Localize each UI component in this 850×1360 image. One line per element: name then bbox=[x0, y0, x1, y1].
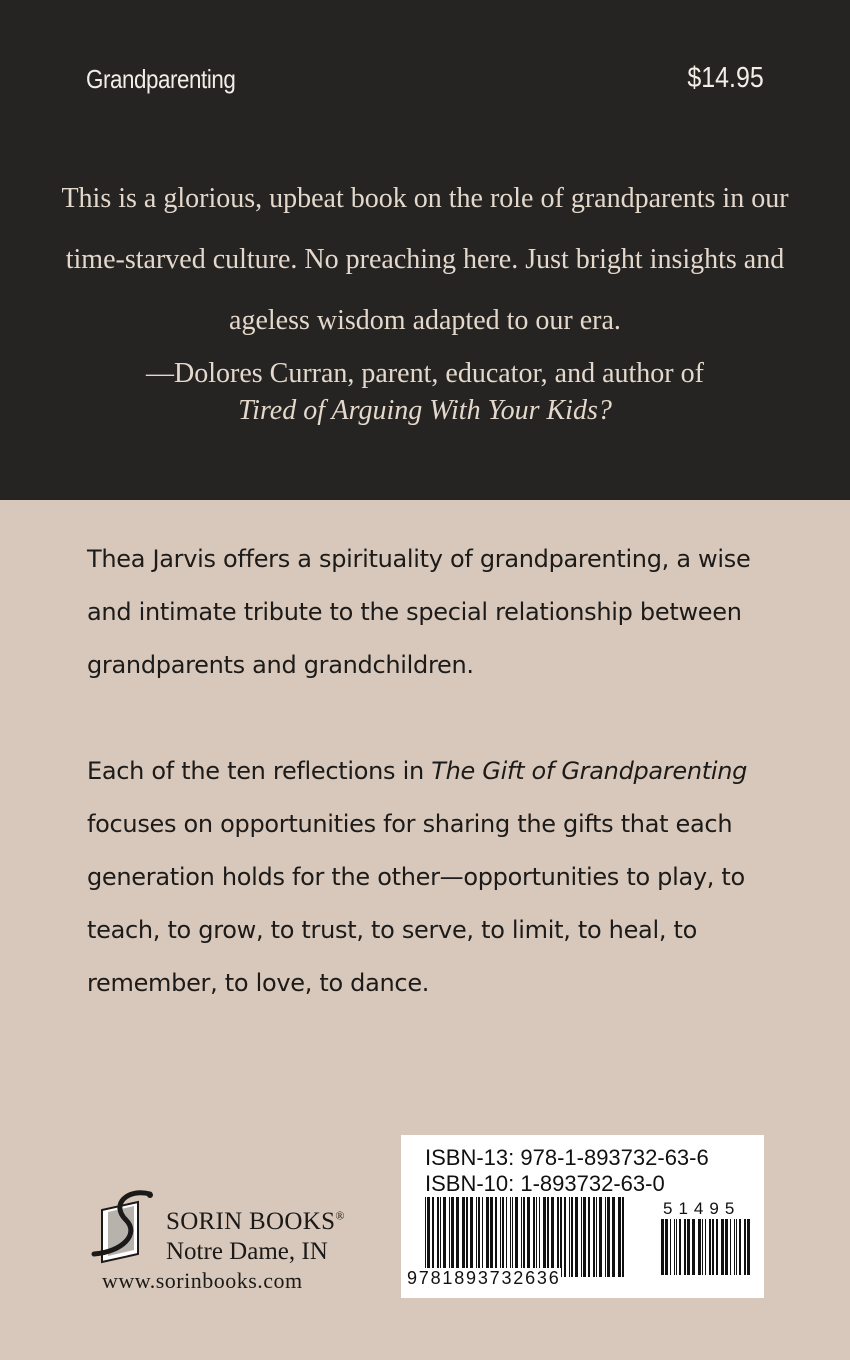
publisher-name-text: SORIN BOOKS bbox=[166, 1208, 336, 1235]
barcode-bar bbox=[674, 1219, 675, 1275]
barcode-bar bbox=[739, 1219, 741, 1275]
barcode-bar bbox=[725, 1219, 728, 1275]
paragraph-2-rest: focuses on opportunities for sharing the gifts that each generation holds for the other—opportunities to play, to teach, to grow, to trust, to serve, to limit, to heal, to remember, to love, to dance. bbox=[87, 810, 745, 997]
barcode-bar bbox=[536, 1197, 537, 1277]
barcode-bar bbox=[466, 1197, 468, 1277]
barcode-bar bbox=[588, 1197, 590, 1277]
barcode-bar bbox=[618, 1197, 621, 1277]
barcode-bar bbox=[709, 1219, 711, 1275]
barcode-bar bbox=[443, 1197, 446, 1277]
barcode-bar bbox=[470, 1197, 473, 1277]
barcode-bar bbox=[670, 1219, 671, 1275]
ean-digits: 9781893732636 bbox=[407, 1268, 561, 1288]
barcode-bar bbox=[612, 1197, 615, 1277]
paragraph-2-lead: Each of the ten reflections in bbox=[87, 757, 432, 785]
category-label: Grandparenting bbox=[86, 64, 236, 94]
barcode-bar bbox=[661, 1219, 664, 1275]
barcode-bar bbox=[593, 1197, 595, 1277]
barcode-bar bbox=[523, 1197, 525, 1277]
barcode-bar bbox=[515, 1197, 518, 1277]
attribution-text: —Dolores Curran, parent, educator, and author of bbox=[146, 358, 704, 389]
barcode-bar bbox=[679, 1219, 681, 1275]
barcode-bar bbox=[425, 1197, 426, 1277]
barcode-bar bbox=[684, 1219, 686, 1275]
barcode-bar bbox=[427, 1197, 430, 1277]
barcode-bar bbox=[569, 1197, 570, 1277]
barcode-bar bbox=[702, 1219, 703, 1275]
barcode-bar bbox=[533, 1197, 535, 1277]
barcode-bar bbox=[734, 1219, 735, 1275]
barcode-bar bbox=[527, 1197, 530, 1277]
endorsement-panel bbox=[0, 0, 850, 500]
barcode-bar bbox=[687, 1219, 690, 1275]
publisher-url: www.sorinbooks.com bbox=[102, 1268, 303, 1293]
barcode-bar bbox=[512, 1197, 513, 1277]
isbn-13: ISBN-13: 978-1-893732-63-6 bbox=[425, 1145, 709, 1170]
publisher-city: Notre Dame, IN bbox=[166, 1238, 328, 1265]
barcode-bar bbox=[744, 1219, 746, 1275]
barcode-bar bbox=[521, 1197, 522, 1277]
barcode-bar bbox=[575, 1197, 578, 1277]
barcode-bar bbox=[482, 1197, 483, 1277]
barcode-bar bbox=[486, 1197, 489, 1277]
barcode-bar bbox=[622, 1197, 624, 1277]
barcode-bar bbox=[747, 1219, 750, 1275]
barcode-bar bbox=[551, 1197, 554, 1277]
barcode-bar bbox=[432, 1197, 434, 1277]
barcode-bar bbox=[571, 1197, 573, 1277]
barcode-bar bbox=[490, 1197, 493, 1277]
price-code-digits: 51495 bbox=[663, 1199, 741, 1218]
barcode-bar bbox=[456, 1197, 459, 1277]
ean-barcode-bars bbox=[423, 1197, 629, 1277]
barcode-bar bbox=[506, 1197, 507, 1277]
endorsement-quote: This is a glorious, upbeat book on the role of grandparents in our time-starved culture. No preaching here. Just bright insights and ageless wisdom adapted to our era. bbox=[61, 183, 789, 336]
barcode-bar bbox=[607, 1197, 610, 1277]
price-label: $14.95 bbox=[687, 62, 764, 94]
barcode-bar bbox=[665, 1219, 668, 1275]
barcode-bar bbox=[539, 1197, 540, 1277]
barcode-bar bbox=[736, 1219, 737, 1275]
barcode-bar bbox=[596, 1197, 597, 1277]
barcode-bar bbox=[437, 1197, 439, 1277]
sorin-logo-icon bbox=[88, 1188, 164, 1264]
barcode-bar bbox=[510, 1197, 511, 1277]
barcode-bar bbox=[712, 1219, 714, 1275]
barcode-bar bbox=[583, 1197, 586, 1277]
barcode-bar bbox=[547, 1197, 549, 1277]
barcode-bar bbox=[581, 1197, 582, 1277]
barcode-bar bbox=[449, 1197, 450, 1277]
barcode-bar bbox=[478, 1197, 480, 1277]
barcode-bar bbox=[462, 1197, 465, 1277]
barcode-bar bbox=[543, 1197, 546, 1277]
barcode-bar bbox=[476, 1197, 477, 1277]
barcode-bar bbox=[599, 1197, 602, 1277]
barcode-bar bbox=[502, 1197, 504, 1277]
barcode-bar bbox=[730, 1219, 731, 1275]
paragraph-2-book-title: The Gift of Grandparenting bbox=[431, 757, 748, 785]
barcode-bar bbox=[676, 1219, 677, 1275]
registered-mark: ® bbox=[335, 1208, 345, 1223]
barcode-bar bbox=[705, 1219, 706, 1275]
barcode-bar bbox=[564, 1197, 566, 1277]
barcode-bar bbox=[500, 1197, 501, 1277]
description-paragraph-2 bbox=[87, 745, 787, 1010]
barcode-bar bbox=[440, 1197, 441, 1277]
barcode-bar bbox=[721, 1219, 724, 1275]
barcode-bar bbox=[557, 1197, 559, 1277]
barcode-bar bbox=[560, 1197, 562, 1277]
addon-barcode-bars bbox=[659, 1219, 755, 1275]
isbn-10: ISBN-10: 1-893732-63-0 bbox=[425, 1171, 665, 1196]
description-paragraph-1: Thea Jarvis offers a spirituality of grandparenting, a wise and intimate tribute to the special relationship between grandparents and grandchildren. bbox=[87, 545, 751, 679]
barcode-bar bbox=[605, 1197, 606, 1277]
publisher-name bbox=[166, 1208, 345, 1236]
barcode-bar bbox=[698, 1219, 701, 1275]
endorsement-attribution bbox=[60, 355, 790, 429]
attribution-book-title: Tired of Arguing With Your Kids? bbox=[238, 395, 612, 426]
barcode-bar bbox=[451, 1197, 454, 1277]
barcode-bar bbox=[495, 1197, 497, 1277]
barcode-bar bbox=[716, 1219, 718, 1275]
barcode-block bbox=[401, 1135, 764, 1298]
barcode-bar bbox=[692, 1219, 695, 1275]
